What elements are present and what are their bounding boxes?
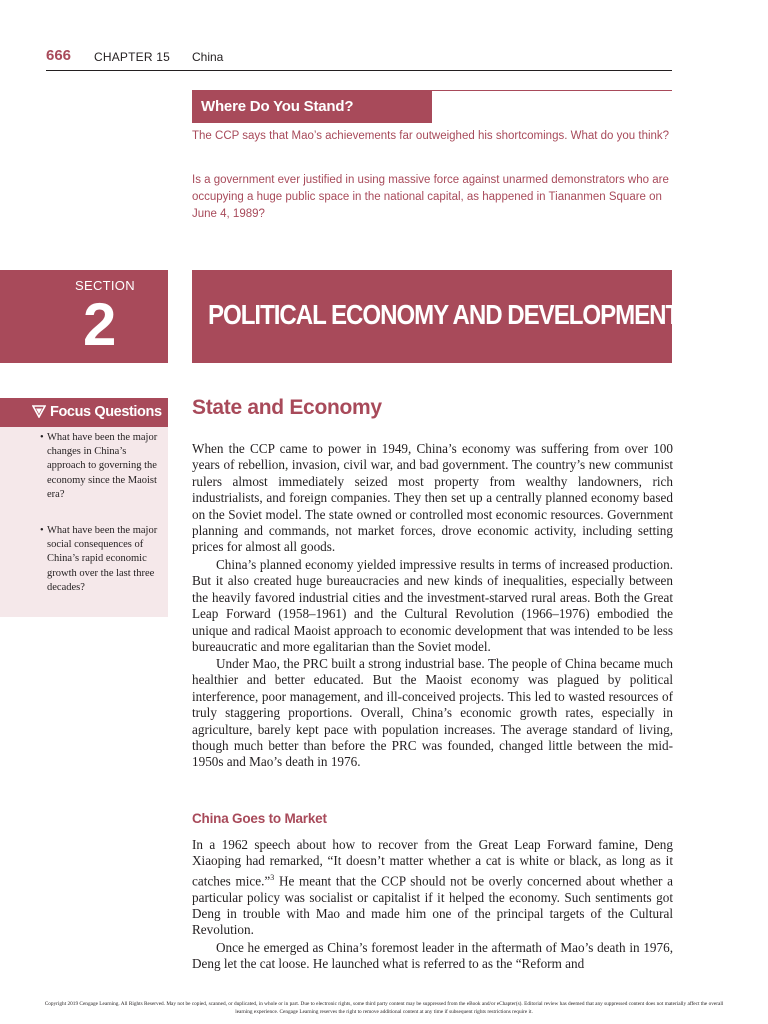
body-paragraph (192, 837, 673, 939)
body-paragraph: Once he emerged as China’s foremost leader in the aftermath of Mao’s death in 1976, Deng let the cat loose. He launched what is referred to as the “Reform and (192, 940, 673, 972)
stand-question: The CCP says that Mao’s achievements far outweighed his shortcomings. What do you think? (192, 130, 670, 142)
focus-question-item (40, 524, 159, 595)
section-number-box (0, 270, 168, 363)
paragraph-text: In a 1962 speech about how to recover from the Great Leap Forward famine, Deng Xiaoping had remarked, “It doesn’t matter whether a cat is white or black, as long as it catches mice.” (192, 837, 673, 889)
focus-questions-header (0, 398, 168, 427)
section-title: POLITICAL ECONOMY AND DEVELOPMENT (208, 299, 680, 330)
focus-question-item (40, 431, 159, 502)
main-heading: State and Economy (192, 396, 382, 419)
stand-heading: Where Do You Stand? (192, 90, 432, 123)
stand-question: Is a government ever justified in using massive force against unarmed demonstrators who are occupying a huge public space in the national capital, as happened in Tiananmen Square on June 4, 1989? (192, 174, 669, 220)
section-label: SECTION (75, 278, 135, 293)
chapter-label: CHAPTER 15 (94, 50, 171, 64)
paragraph-text: He meant that the CCP should not be overly concerned about whether a particular policy was socialist or capitalist if it helped the economy. Such sentiments got Deng in trouble with Mao and made him one of the principal targets of the Cultural Revolution. (192, 873, 673, 938)
bullet: • (40, 432, 44, 443)
stand-rule (432, 90, 672, 91)
body-paragraph: China’s planned economy yielded impressive results in terms of increased production. But it also created huge bureaucracies and new kinds of inequalities, especially between the heavily favored industrial cities and the investment-starved rural areas. Both the Great Leap Forward (1958–1961) and the Cultural Revolution (1966–1976) embodied the unique and radical Maoist approach to economic development that was intended to be less bureaucratic and more egalitarian than the Soviet model. (192, 557, 673, 655)
focus-questions-heading: Focus Questions (50, 404, 162, 420)
focus-question-text: What have been the major changes in China’s approach to governing the economy since the Maoist era? (47, 432, 158, 500)
section-title-box (192, 270, 680, 363)
running-head (46, 47, 672, 71)
footnote-reference[interactable]: 3 (270, 872, 275, 882)
section-number: 2 (83, 291, 117, 358)
body-paragraph: When the CCP came to power in 1949, China’s economy was suffering from over 100 years of rebellion, invasion, civil war, and bad government. The country’s new communist rulers almost immediately seized most property from wealthy landowners, rich industrialists, and foreign companies. They then set up a centrally planned economy based on the Soviet model. The state owned or controlled most economic resources. Government planning and commands, not market forces, drove economic activity, including setting prices for almost all goods. (192, 441, 673, 555)
focus-triangle-icon (32, 404, 46, 418)
subheading: China Goes to Market (192, 811, 327, 826)
chapter-title: China (192, 50, 224, 64)
copyright-notice: Copyright 2019 Cengage Learning. All Rights Reserved. May not be copied, scanned, or duplicated, in whole or in part. Due to electronic rights, some third party content may be suppressed from the eBook and/or eChapter(s). Editorial review has deemed that any suppressed content does not materially affect the overall learning experience. Cengage Learning reserves the right to remove additional content at any time if subsequent rights restrictions require it. (44, 1001, 724, 1015)
focus-question-text: What have been the major social consequences of China’s rapid economic growth over the last three decades? (47, 525, 158, 593)
page-number: 666 (46, 47, 72, 64)
bullet: • (40, 525, 44, 536)
body-paragraph: Under Mao, the PRC built a strong industrial base. The people of China became much healthier and better educated. But the Maoist economy was plagued by political interference, poor management, and ill-conceived projects. This led to wasted resources of truly staggering proportions. Overall, China’s economic growth rates, especially in agriculture, barely kept pace with population increases. The average standard of living, though much better than before the PRC was founded, changed little between the mid-1950s and Mao’s death in 1976. (192, 656, 673, 770)
